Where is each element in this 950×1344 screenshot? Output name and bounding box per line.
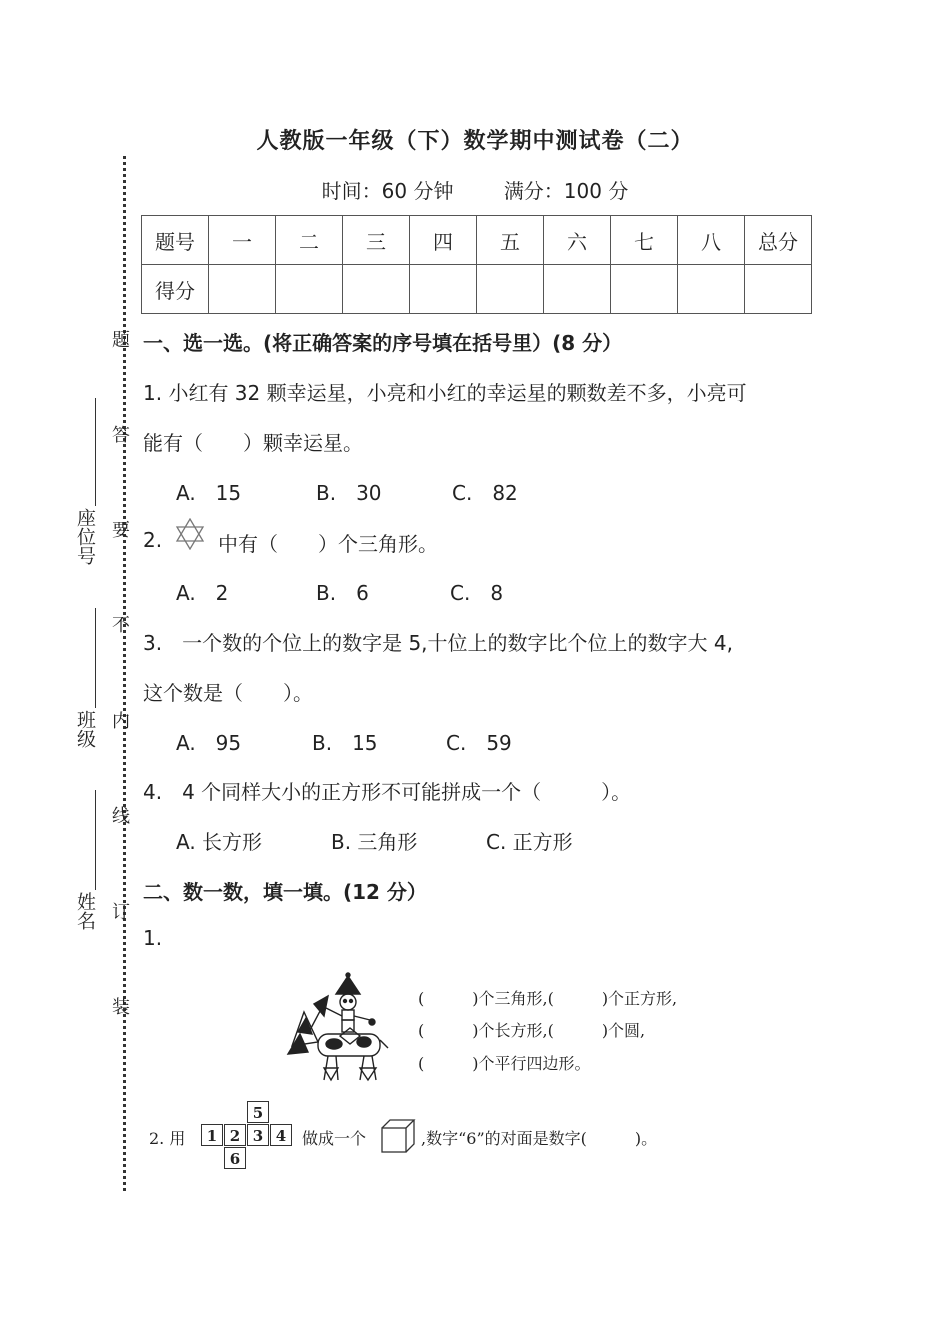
s2-q1-number: 1.: [143, 926, 163, 950]
score-cell[interactable]: [611, 265, 678, 314]
score-cell[interactable]: [477, 265, 544, 314]
table-header-cell: 六: [544, 216, 611, 265]
full-score: 满分：100 分: [503, 179, 629, 203]
table-header-cell: 八: [678, 216, 745, 265]
score-cell[interactable]: [209, 265, 276, 314]
table-header-cell: 五: [477, 216, 544, 265]
q1-option-a[interactable]: A. 15: [176, 481, 242, 505]
table-header-cell: 二: [276, 216, 343, 265]
score-table-header-row: [142, 216, 812, 265]
q2-text: 中有（ ）个三角形。: [218, 532, 438, 556]
s2-q2-middle: 做成一个: [302, 1129, 367, 1148]
section2-heading: 二、数一数，填一填。(12 分）: [143, 880, 427, 904]
seat-number-line[interactable]: [95, 398, 96, 506]
q2-option-a[interactable]: A. 2: [176, 581, 229, 605]
net-square: 4: [270, 1124, 292, 1146]
class-line[interactable]: [95, 608, 96, 708]
seat-number-label: 座位号: [74, 508, 96, 565]
score-cell[interactable]: [745, 265, 812, 314]
table-header-cell: 题号: [142, 216, 209, 265]
q4-option-c[interactable]: C. 正方形: [486, 830, 573, 854]
section1-heading: 一、选一选。(将正确答案的序号填在括号里）(8 分）: [143, 331, 623, 355]
q4-option-b[interactable]: B. 三角形: [331, 830, 418, 854]
score-cell[interactable]: [343, 265, 410, 314]
net-square: 3: [247, 1124, 269, 1146]
table-header-cell: 一: [209, 216, 276, 265]
s2-q2-suffix: ,数字“6”的对面是数字( )。: [421, 1129, 658, 1148]
margin-char: 题: [112, 330, 130, 351]
score-cell[interactable]: [544, 265, 611, 314]
exam-info: [0, 175, 950, 204]
star-of-david-icon: [175, 518, 205, 550]
net-square: 6: [224, 1147, 246, 1169]
table-header-cell: 七: [611, 216, 678, 265]
score-table-score-row: [142, 265, 812, 314]
q1-option-b[interactable]: B. 30: [316, 481, 382, 505]
margin-char: 不: [112, 615, 130, 636]
q1-text-line2: 能有（ ）颗幸运星。: [143, 431, 363, 455]
net-square: 5: [247, 1101, 269, 1123]
margin-char: 订: [112, 902, 130, 923]
cube-icon: [380, 1118, 416, 1154]
table-header-cell: 四: [410, 216, 477, 265]
binding-dotted-line: [123, 156, 126, 1191]
q4-option-a[interactable]: A. 长方形: [176, 830, 263, 854]
s2-q2-prefix: 2. 用: [149, 1129, 186, 1148]
score-row-label: 得分: [142, 265, 209, 314]
page-title: 人教版一年级（下）数学期中测试卷（二）: [256, 129, 694, 154]
q3-option-a[interactable]: A. 95: [176, 731, 242, 755]
q1-option-c[interactable]: C. 82: [452, 481, 518, 505]
q3-option-c[interactable]: C. 59: [446, 731, 512, 755]
q2-option-c[interactable]: C. 8: [450, 581, 504, 605]
q2-option-b[interactable]: B. 6: [316, 581, 369, 605]
net-square: 1: [201, 1124, 223, 1146]
name-label: 姓名: [74, 892, 96, 930]
table-header-cell: 三: [343, 216, 410, 265]
margin-char: 内: [112, 711, 130, 732]
score-table: [141, 215, 812, 314]
q3-text-line2: 这个数是（ ）。: [143, 681, 313, 705]
s2-q1-line3: ( )个平行四边形。: [418, 1054, 591, 1073]
s2-q1-line1: ( )个三角形,( )个正方形,: [418, 989, 678, 1008]
q2-number: 2.: [143, 528, 163, 552]
s2-q1-line2: ( )个长方形,( )个圆,: [418, 1021, 646, 1040]
name-line[interactable]: [95, 790, 96, 890]
margin-char: 装: [112, 997, 130, 1018]
score-cell[interactable]: [410, 265, 477, 314]
score-cell[interactable]: [678, 265, 745, 314]
score-cell[interactable]: [276, 265, 343, 314]
table-header-cell: 总分: [745, 216, 812, 265]
q1-text-line1: 1. 小红有 32 颗幸运星，小亮和小红的幸运星的颗数差不多，小亮可: [143, 381, 747, 405]
time-limit: 时间：60 分钟: [321, 179, 454, 203]
class-label: 班级: [74, 710, 96, 748]
margin-char: 要: [112, 520, 130, 541]
margin-char: 答: [112, 425, 130, 446]
q3-text-line1: 3. 一个数的个位上的数字是 5,十位上的数字比个位上的数字大 4,: [143, 631, 733, 655]
shapes-figure-illustration: [284, 972, 390, 1084]
q4-text: 4. 4 个同样大小的正方形不可能拼成一个（ ）。: [143, 780, 632, 804]
net-square: 2: [224, 1124, 246, 1146]
q3-option-b[interactable]: B. 15: [312, 731, 378, 755]
margin-char: 线: [112, 806, 130, 827]
